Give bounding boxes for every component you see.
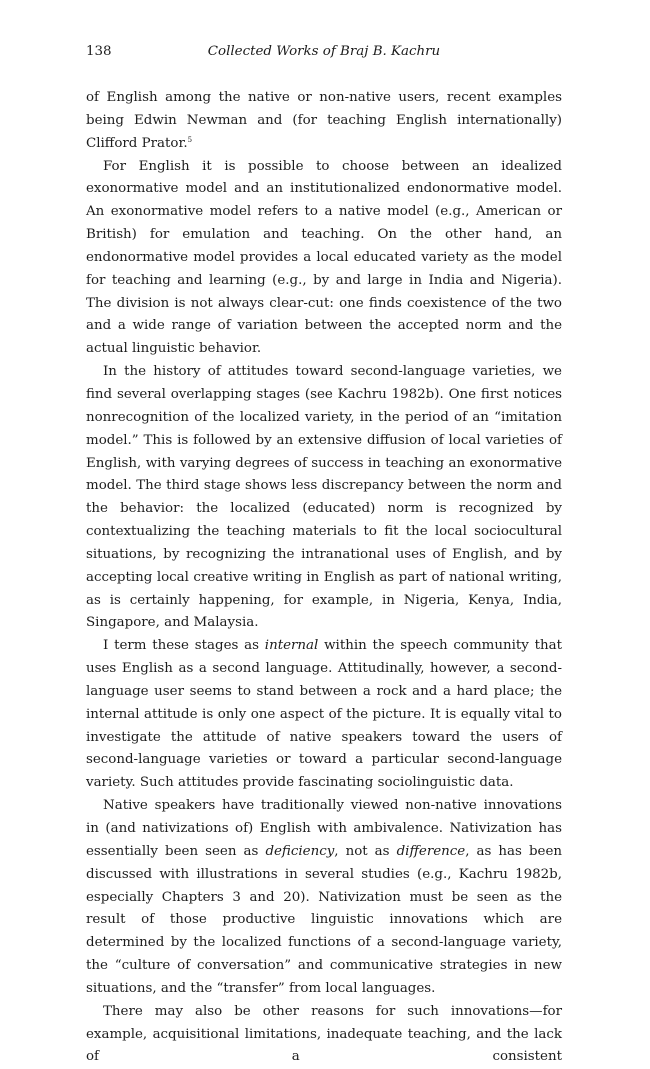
paragraph-text: within the speech community that uses English as a second language. Attitudinally, however, a second-language user seems to stand between a rock and a hard place; the internal attitude is only one aspect of the picture. It is equally vital to investigate the attitude of native speakers toward the users of second-language varieties or toward a particular second-language variety. Such attitudes provide fascinating sociolinguistic data. [86, 638, 562, 791]
paragraph-text: I term these stages as [103, 638, 265, 654]
emphasis-text: deficiency [265, 843, 335, 859]
paragraph-text: of English among the native or non-native users, recent examples being Edwin Newman and (for teaching English internationally) Clifford Prator. [86, 90, 562, 151]
paragraph-text: There may also be other reasons for such innovations—for example, acquisitional limitations, inadequate teaching, and the lack of a consistent [86, 1003, 562, 1065]
paragraph-text: , as has been discussed with illustrations in several studies (e.g., Kachru 1982b, especially Chapters 3 and 20). Nativization must be seen as the result of those productive linguistic innovations which are determined by the localized functions of a second-language variety, the “culture of conversation” and communicative strategies in new situations, and the “transfer” from local languages. [86, 843, 563, 996]
body-text [86, 87, 562, 1069]
page-header [86, 40, 562, 64]
paragraph-p1 [86, 87, 562, 156]
paragraph-text: For English it is possible to choose between an idealized exonormative model and an institutionalized endonormative model. An exonormative model refers to a native model (e.g., American or British) for emulation and teaching. On the other hand, an endonormative model provides a local educated variety as the model for teaching and learning (e.g., by and large in India and Nigeria). The division is not always clear-cut: one finds coexistence of the two and a wide range of variation between the accepted norm and the actual linguistic behavior. [86, 158, 562, 357]
paragraph-text: Native speakers have traditionally viewed non-native innovations in (and nativizations of) English with ambivalence. Nativization has essentially been seen as [86, 798, 562, 859]
paragraph-p2 [86, 156, 562, 362]
page-number: 138 [86, 44, 112, 59]
running-head: Collected Works of Braj B. Kachru [207, 44, 441, 59]
paragraph-p6 [86, 1001, 562, 1069]
paragraph-p5 [86, 795, 562, 1001]
footnote-marker[interactable]: 5 [187, 135, 193, 144]
emphasis-text: difference [396, 843, 466, 859]
emphasis-text: internal [264, 638, 319, 654]
paragraph-text: In the history of attitudes toward second-language varieties, we find several overlapping stages (see Kachru 1982b). One first notices nonrecognition of the localized variety, in the period of an “imitation model.” This is followed by an extensive diffusion of local varieties of English, with varying degrees of success in teaching an exonormative model. The third stage shows less discrepancy between the norm and the behavior: the localized (educated) norm is recognized by contextualizing the teaching materials to fit the local sociocultural situations, by recognizing the intranational uses of English, and by accepting local creative writing in English as part of national writing, as is certainly happening, for example, in Nigeria, Kenya, India, Singapore, and Malaysia. [86, 364, 562, 631]
paragraph-p3 [86, 361, 562, 635]
paragraph-text: , not as [334, 843, 397, 859]
paragraph-p4 [86, 635, 562, 795]
